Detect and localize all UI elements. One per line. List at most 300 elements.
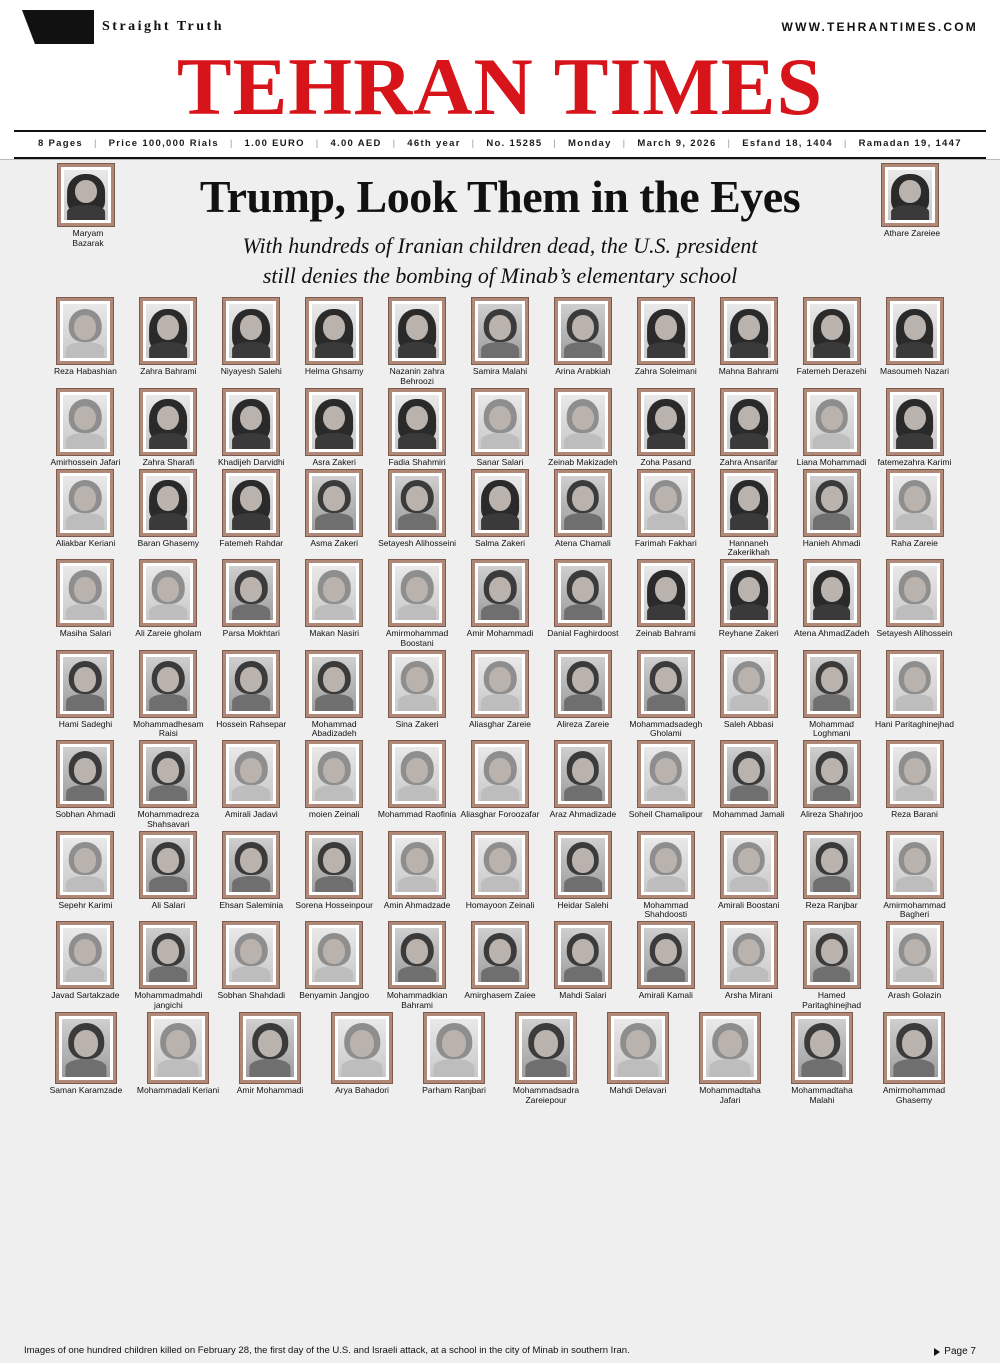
portrait-photo: [146, 657, 190, 711]
portrait-frame: [223, 741, 279, 807]
portrait-photo: [146, 476, 190, 530]
portrait-cell: [624, 560, 707, 649]
portrait-photo: [229, 304, 273, 358]
portrait-cell: [790, 651, 873, 740]
face-illustration: [727, 566, 771, 620]
portrait-photo: [62, 1019, 110, 1077]
portrait-frame: [555, 560, 611, 626]
face-illustration: [893, 747, 937, 801]
face-illustration: [522, 1019, 570, 1077]
info-year: 46th year: [407, 137, 461, 149]
portrait-cell: [790, 832, 873, 921]
portrait-cell: [127, 470, 210, 559]
face-illustration: [893, 476, 937, 530]
corner-portrait-left: [58, 164, 118, 249]
face-illustration: [644, 395, 688, 449]
portrait-frame: [389, 922, 445, 988]
face-illustration: [893, 928, 937, 982]
portrait-photo: [644, 747, 688, 801]
face-illustration: [312, 476, 356, 530]
face-illustration: [890, 1019, 938, 1077]
info-weekday: Monday: [568, 137, 612, 149]
face-illustration: [146, 566, 190, 620]
portrait-frame: [721, 470, 777, 536]
portrait-photo: [561, 838, 605, 892]
portrait-cell: [790, 741, 873, 830]
portrait-frame: [140, 560, 196, 626]
portrait-photo: [395, 838, 439, 892]
portrait-cell: [873, 560, 956, 649]
portrait-caption: Mohammad Abadizadeh: [311, 718, 357, 739]
portrait-photo: [810, 395, 854, 449]
face-illustration: [561, 304, 605, 358]
portrait-caption: Asra Zakeri: [312, 456, 356, 467]
portrait-caption: Hannaneh Zakerikhah: [727, 537, 770, 558]
portrait-photo: [63, 747, 107, 801]
portrait-photo: [395, 747, 439, 801]
portrait-frame: [555, 389, 611, 455]
portrait-frame: [57, 741, 113, 807]
portrait-cell: [541, 560, 624, 649]
face-illustration: [561, 566, 605, 620]
portrait-frame: [140, 651, 196, 717]
portrait-frame: [887, 741, 943, 807]
face-illustration: [727, 838, 771, 892]
face-illustration: [63, 928, 107, 982]
portrait-cell: [293, 832, 376, 921]
portrait-frame: [638, 651, 694, 717]
portrait-caption: Mohammadali Keriani: [136, 1084, 220, 1095]
face-illustration: [727, 928, 771, 982]
portrait-frame: [721, 832, 777, 898]
portrait-photo: [888, 170, 932, 220]
portrait-caption: Setayesh Alihosseini: [378, 537, 457, 548]
portrait-frame: [804, 832, 860, 898]
portrait-photo: [893, 657, 937, 711]
portrait-cell: [376, 389, 459, 468]
portrait-cell: [44, 1013, 128, 1106]
portrait-photo: [810, 304, 854, 358]
portrait-photo: [395, 304, 439, 358]
portrait-cell: [293, 470, 376, 559]
face-illustration: [727, 304, 771, 358]
portrait-caption: Aliasghar Foroozafar: [460, 809, 540, 820]
portrait-caption: Zeinab Bahrami: [635, 628, 696, 639]
portrait-cell: [293, 298, 376, 387]
face-illustration: [154, 1019, 202, 1077]
face-illustration: [644, 566, 688, 620]
portrait-photo: [246, 1019, 294, 1077]
portrait-cell: [44, 298, 127, 387]
portrait-frame: [57, 560, 113, 626]
portrait-photo: [727, 747, 771, 801]
portrait-frame: [57, 389, 113, 455]
portrait-cell: [320, 1013, 404, 1106]
portrait-caption: Amirali Jadavi: [224, 809, 278, 820]
portrait-cell: [210, 389, 293, 468]
portrait-caption: Reza Habashian: [54, 366, 117, 377]
portrait-caption: Mohammadkian Bahrami: [386, 990, 448, 1010]
face-illustration: [395, 476, 439, 530]
portrait-photo: [395, 657, 439, 711]
portrait-caption: Hamed Paritaghinejhad: [802, 990, 862, 1010]
portrait-photo: [727, 304, 771, 358]
portrait-frame: [638, 389, 694, 455]
info-sep: |: [471, 137, 476, 149]
portrait-photo: [561, 747, 605, 801]
website-url[interactable]: WWW.TEHRANTIMES.COM: [781, 20, 978, 34]
portrait-cell: [127, 832, 210, 921]
face-illustration: [312, 838, 356, 892]
portrait-photo: [64, 170, 108, 220]
portrait-photo: [63, 838, 107, 892]
portrait-photo: [561, 476, 605, 530]
portrait-frame: [516, 1013, 576, 1083]
face-illustration: [810, 928, 854, 982]
face-illustration: [561, 928, 605, 982]
portrait-frame: [140, 832, 196, 898]
portrait-frame: [472, 298, 528, 364]
portrait-frame: [887, 832, 943, 898]
face-illustration: [478, 747, 522, 801]
portrait-frame: [721, 741, 777, 807]
portrait-cell: [624, 389, 707, 468]
info-sep: |: [392, 137, 397, 149]
portrait-caption: Parsa Mokhtari: [222, 628, 280, 639]
face-illustration: [146, 395, 190, 449]
portrait-caption: moien Zeinali: [308, 809, 360, 820]
portrait-photo: [644, 838, 688, 892]
portrait-cell: [688, 1013, 772, 1106]
portrait-caption: Araz Ahmadizade: [549, 809, 617, 820]
face-illustration: [893, 566, 937, 620]
portrait-cell: [707, 470, 790, 559]
portrait-frame: [57, 470, 113, 536]
portrait-frame: [306, 832, 362, 898]
portrait-caption: Zoha Pasand: [640, 456, 692, 467]
face-illustration: [893, 395, 937, 449]
title-row: [0, 41, 1000, 132]
portrait-cell: [790, 560, 873, 649]
portrait-frame: [721, 298, 777, 364]
portrait-photo: [478, 476, 522, 530]
portrait-caption: Zahra Bahrami: [140, 366, 197, 377]
face-illustration: [644, 838, 688, 892]
portrait-frame: [140, 298, 196, 364]
face-illustration: [229, 928, 273, 982]
portrait-cell: [210, 922, 293, 1011]
portrait-frame: [389, 470, 445, 536]
portrait-caption: Saleh Abbasi: [723, 718, 774, 729]
portrait-cell: [624, 922, 707, 1011]
portrait-frame: [140, 389, 196, 455]
portrait-photo: [644, 566, 688, 620]
portrait-caption: Benyamin Jangjoo: [299, 990, 370, 1001]
portrait-caption: Reyhane Zakeri: [718, 628, 779, 639]
portrait-cell: [44, 389, 127, 468]
portrait-photo: [146, 838, 190, 892]
portrait-caption: Amirghasem Zaiee: [464, 990, 536, 1001]
portrait-caption: fatemezahra Karimi: [877, 456, 952, 467]
face-illustration: [146, 304, 190, 358]
info-date-hijri: Ramadan 19, 1447: [858, 137, 962, 149]
portrait-caption: Danial Faghirdoost: [547, 628, 619, 639]
face-illustration: [893, 304, 937, 358]
portrait-photo: [312, 395, 356, 449]
portrait-caption: Samira Malahi: [472, 366, 528, 377]
portrait-frame: [555, 651, 611, 717]
portrait-cell: [624, 832, 707, 921]
portrait-photo: [561, 566, 605, 620]
portrait-photo: [810, 566, 854, 620]
portrait-caption: Zeinab Makizadeh: [548, 456, 618, 467]
face-illustration: [644, 928, 688, 982]
portrait-frame: [700, 1013, 760, 1083]
portrait-cell: [707, 651, 790, 740]
portrait-frame: [58, 164, 114, 226]
portrait-caption: Mohammadsadegh Gholami: [629, 718, 703, 739]
portrait-photo: [478, 566, 522, 620]
portrait-frame: [638, 298, 694, 364]
portrait-cell: [459, 389, 542, 468]
face-illustration: [561, 476, 605, 530]
portrait-caption: Sorena Hosseinpour: [295, 899, 373, 910]
face-illustration: [614, 1019, 662, 1077]
portrait-frame: [608, 1013, 668, 1083]
portrait-cell: [44, 922, 127, 1011]
portrait-cell: [412, 1013, 496, 1106]
portrait-photo: [727, 395, 771, 449]
portrait-photo: [63, 395, 107, 449]
portrait-caption: Fatemeh Rahdar: [219, 537, 284, 548]
portrait-cell: [541, 922, 624, 1011]
info-pages: 8 Pages: [38, 137, 84, 149]
portrait-photo: [312, 928, 356, 982]
info-euro: 1.00 EURO: [244, 137, 305, 149]
portrait-photo: [890, 1019, 938, 1077]
footer: [0, 1341, 1000, 1363]
portrait-frame: [804, 389, 860, 455]
portrait-photo: [478, 657, 522, 711]
portrait-photo: [146, 395, 190, 449]
portrait-caption: Reza Barani: [891, 809, 938, 820]
portrait-caption: Nazanin zahra Behroozi: [389, 366, 445, 387]
face-illustration: [888, 170, 932, 220]
portrait-frame: [887, 922, 943, 988]
subheadline-line-2: still denies the bombing of Minab’s elementary school: [262, 262, 738, 288]
portrait-row: [44, 832, 956, 921]
face-illustration: [810, 838, 854, 892]
face-illustration: [727, 476, 771, 530]
portrait-photo: [893, 566, 937, 620]
portrait-photo: [146, 304, 190, 358]
portrait-frame: [804, 922, 860, 988]
portrait-cell: [376, 832, 459, 921]
corner-portrait-right: [882, 164, 942, 239]
portrait-caption: Mohammadsadra Zareiepour: [512, 1084, 580, 1105]
face-illustration: [146, 928, 190, 982]
face-illustration: [229, 566, 273, 620]
portrait-photo: [63, 476, 107, 530]
face-illustration: [395, 747, 439, 801]
face-illustration: [312, 304, 356, 358]
face-illustration: [63, 304, 107, 358]
portrait-row: [44, 922, 956, 1011]
portrait-cell: [780, 1013, 864, 1106]
portrait-caption: Hossein Rahsepar: [216, 718, 287, 729]
face-illustration: [727, 657, 771, 711]
portrait-photo: [644, 657, 688, 711]
portrait-cell: [376, 922, 459, 1011]
portrait-cell: [44, 741, 127, 830]
portrait-caption: Athare Zareiee: [883, 227, 941, 238]
portrait-cell: [504, 1013, 588, 1106]
footer-caption: Images of one hundred children killed on February 28, the first day of the U.S. and Israeli attack, at a school in the city of Minab in southern Iran.: [24, 1345, 630, 1357]
portrait-caption: Sina Zakeri: [395, 718, 439, 729]
face-illustration: [478, 395, 522, 449]
portrait-frame: [140, 741, 196, 807]
portrait-cell: [44, 832, 127, 921]
portrait-cell: [136, 1013, 220, 1106]
portrait-cell: [127, 741, 210, 830]
portrait-frame: [472, 741, 528, 807]
portrait-cell: [541, 651, 624, 740]
portrait-cell: [790, 298, 873, 387]
face-illustration: [312, 928, 356, 982]
portrait-caption: Sepehr Karimi: [58, 899, 113, 910]
portrait-photo: [229, 395, 273, 449]
portrait-cell: [376, 560, 459, 649]
portrait-caption: Amirali Kamali: [638, 990, 693, 1001]
portrait-photo: [312, 304, 356, 358]
portrait-frame: [57, 922, 113, 988]
face-illustration: [63, 395, 107, 449]
portrait-frame: [223, 470, 279, 536]
face-illustration: [229, 657, 273, 711]
portrait-caption: Amirmohammad Boostani: [385, 628, 449, 648]
face-illustration: [644, 747, 688, 801]
face-illustration: [395, 566, 439, 620]
portrait-photo: [395, 566, 439, 620]
face-illustration: [229, 747, 273, 801]
portrait-cell: [210, 832, 293, 921]
portrait-photo: [229, 657, 273, 711]
portrait-photo: [522, 1019, 570, 1077]
portrait-photo: [706, 1019, 754, 1077]
portrait-cell: [541, 741, 624, 830]
portrait-photo: [478, 928, 522, 982]
portrait-caption: Mohammadhesam Raisi: [133, 718, 204, 739]
portrait-caption: Mohammadtaha Malahi: [791, 1084, 853, 1105]
portrait-frame: [472, 832, 528, 898]
portrait-row: [44, 389, 956, 468]
portrait-photo: [478, 747, 522, 801]
portrait-cell: [596, 1013, 680, 1106]
portrait-caption: Soheil Chamalipour: [628, 809, 703, 820]
portrait-frame: [472, 922, 528, 988]
portrait-frame: [721, 651, 777, 717]
face-illustration: [63, 566, 107, 620]
portrait-caption: Asma Zakeri: [310, 537, 359, 548]
portrait-caption: Homayoon Zeinali: [465, 899, 535, 910]
face-illustration: [63, 747, 107, 801]
portrait-photo: [478, 838, 522, 892]
portrait-frame: [306, 922, 362, 988]
portrait-cell: [873, 832, 956, 921]
portrait-caption: Mohammadtaha Jafari: [699, 1084, 761, 1105]
info-sep: |: [843, 137, 848, 149]
portrait-photo: [644, 304, 688, 358]
portrait-cell: [541, 832, 624, 921]
portrait-cell: [872, 1013, 956, 1106]
portrait-cell: [44, 560, 127, 649]
face-illustration: [395, 304, 439, 358]
issue-info-bar: [14, 130, 986, 159]
portrait-photo: [893, 395, 937, 449]
portrait-frame: [887, 389, 943, 455]
portrait-caption: Khadijeh Darvidhi: [217, 456, 285, 467]
portrait-photo: [644, 395, 688, 449]
portrait-row: [44, 298, 956, 387]
face-illustration: [229, 395, 273, 449]
portrait-caption: Mohammad Loghmani: [809, 718, 855, 739]
portrait-cell: [790, 470, 873, 559]
portrait-caption: Alireza Zareie: [556, 718, 610, 729]
portrait-cell: [707, 922, 790, 1011]
portrait-caption: Mohammad Shahdoosti: [643, 899, 689, 920]
portrait-caption: Zahra Soleimani: [634, 366, 697, 377]
portrait-photo: [727, 566, 771, 620]
portrait-cell: [873, 922, 956, 1011]
portrait-caption: Amir Mohammadi: [466, 628, 534, 639]
portrait-caption: Arya Bahadori: [335, 1084, 389, 1095]
portrait-frame: [57, 651, 113, 717]
portrait-photo: [395, 476, 439, 530]
portrait-photo: [810, 657, 854, 711]
face-illustration: [644, 304, 688, 358]
portrait-frame: [638, 741, 694, 807]
portrait-photo: [430, 1019, 478, 1077]
portrait-photo: [727, 476, 771, 530]
portrait-caption: Mohammad Raofinia: [377, 809, 457, 820]
portrait-photo: [727, 838, 771, 892]
page-number[interactable]: [934, 1346, 976, 1357]
portrait-frame: [389, 832, 445, 898]
portrait-cell: [707, 389, 790, 468]
portrait-frame: [887, 651, 943, 717]
portrait-photo: [561, 657, 605, 711]
portrait-caption: Javad Sartakzade: [51, 990, 120, 1001]
portrait-cell: [790, 389, 873, 468]
portrait-frame: [804, 741, 860, 807]
portrait-cell: [293, 651, 376, 740]
face-illustration: [478, 928, 522, 982]
portrait-caption: Reza Ranjbar: [805, 899, 858, 910]
portrait-cell: [459, 922, 542, 1011]
portrait-frame: [223, 651, 279, 717]
portrait-cell: [790, 922, 873, 1011]
portrait-cell: [459, 741, 542, 830]
portrait-frame: [721, 560, 777, 626]
portrait-photo: [810, 476, 854, 530]
portrait-photo: [893, 304, 937, 358]
portrait-photo: [810, 747, 854, 801]
info-sep: |: [315, 137, 320, 149]
portrait-caption: Fadia Shahmiri: [388, 456, 446, 467]
portrait-cell: [624, 651, 707, 740]
portrait-photo: [312, 657, 356, 711]
portrait-frame: [884, 1013, 944, 1083]
